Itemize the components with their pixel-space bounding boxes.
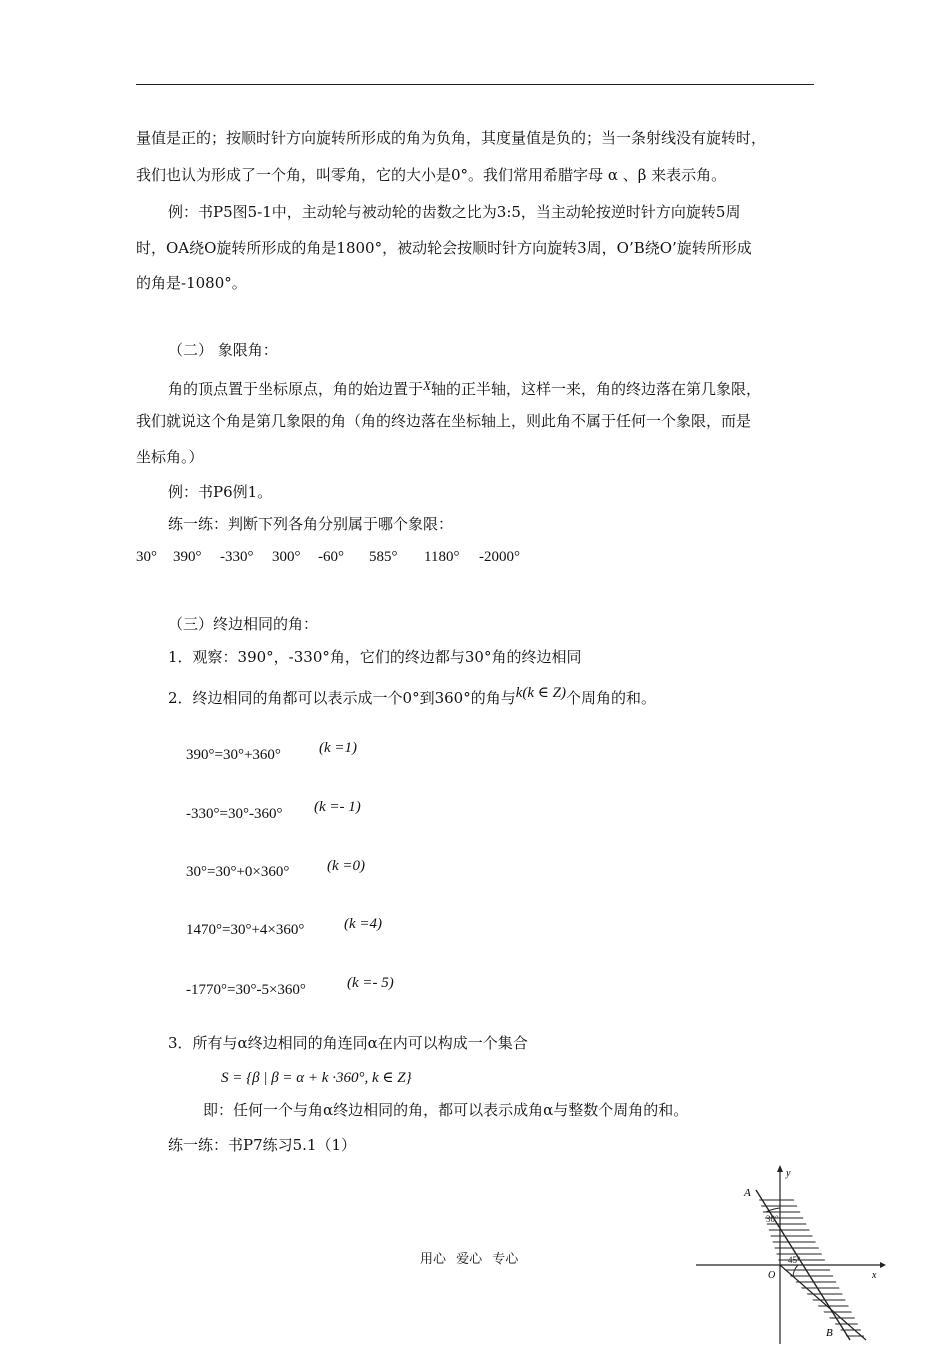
equation: -330°=30°-360° [186,806,283,822]
angle-item: -330° [220,549,254,565]
text-line [168,683,656,708]
label-A: A [744,1187,751,1199]
angle-item: 390° [173,549,202,565]
text-span: 2．终边相同的角都可以表示成一个0°到360°的角与 [168,689,516,707]
angle-item: -60° [318,549,344,565]
text-line: 我们也认为形成了一个角，叫零角，它的大小是0°。我们常用希腊字母 α 、β 来表示角。 [136,166,727,184]
text-line: 量值是正的；按顺时针方向旋转所形成的角为负角，其度量值是负的；当一条射线没有旋转时， [136,129,767,147]
label-x: x [872,1270,877,1281]
math-x: X [423,378,431,393]
text-span: 个周角的和。 [566,689,657,707]
angle-item: 300° [272,549,301,565]
section-heading: （三）终边相同的角： [168,615,319,633]
label-B: B [826,1327,833,1339]
text-line: 即：任何一个与角α终边相同的角，都可以表示成角α与整数个周角的和。 [203,1101,689,1119]
text-line: 3．所有与α终边相同的角连同α在内可以构成一个集合 [168,1034,528,1052]
angle-item: 585° [369,549,398,565]
text-line: 的角是-1080°。 [136,274,247,292]
equation: 30°=30°+0×360° [186,864,290,880]
equation-k: (k =1) [319,740,358,756]
example-line: 例：书P6例1。 [168,483,273,501]
text-line: 例：书P5图5-1中，主动轮与被动轮的齿数之比为3:5，当主动轮按逆时针方向旋转5周 [168,203,741,221]
angle-arc-45 [793,1265,798,1277]
set-formula: S = {β | β = α + k ·360°, k ∈ Z} [221,1070,412,1086]
label-30deg: 30° [766,1214,779,1224]
equation: 1470°=30°+4×360° [186,922,305,938]
practice-line: 练一练：书P7练习5.1（1） [168,1136,357,1154]
text-line: 时，OA绕O旋转所形成的角是1800°，被动轮会按顺时针方向旋转3周，O’B绕O’旋转所形成 [136,239,752,257]
math-k: k(k ∈ Z) [515,685,566,701]
text-line: 我们就说这个角是第几象限的角（角的终边落在坐标轴上，则此角不属于任何一个象限，而是 [136,412,752,430]
equation-k: (k =4) [344,916,383,932]
text-line: 1．观察：390°，-330°角，它们的终边都与30°角的终边相同 [168,648,582,666]
angle-item: -2000° [479,549,520,565]
angle-item: 30° [136,549,157,565]
x-arrow-icon [880,1262,886,1268]
y-arrow-icon [777,1165,783,1172]
equation-k: (k =- 1) [314,799,361,815]
label-y: y [786,1168,791,1179]
footer-text: 用心 爱心 专心 [420,1252,519,1267]
header-rule [136,84,814,85]
label-45deg: 45° [788,1255,801,1265]
angle-item: 1180° [424,549,460,565]
text-line [168,376,761,399]
label-O: O [768,1270,776,1281]
text-span: 轴的正半轴，这样一来，角的终边落在第几象限， [430,380,761,398]
equation: -1770°=30°-5×360° [186,982,306,998]
section-heading: （二） 象限角： [168,341,278,359]
equation-k: (k =0) [327,858,366,874]
equation: 390°=30°+360° [186,747,281,763]
text-span: 角的顶点置于坐标原点，角的始边置于 [168,380,424,398]
text-line: 坐标角。） [136,448,204,466]
coordinate-diagram [690,1160,890,1344]
equation-k: (k =- 5) [347,975,394,991]
practice-line: 练一练：判断下列各角分别属于哪个象限： [168,515,454,533]
angle-region-figure [690,1160,890,1348]
